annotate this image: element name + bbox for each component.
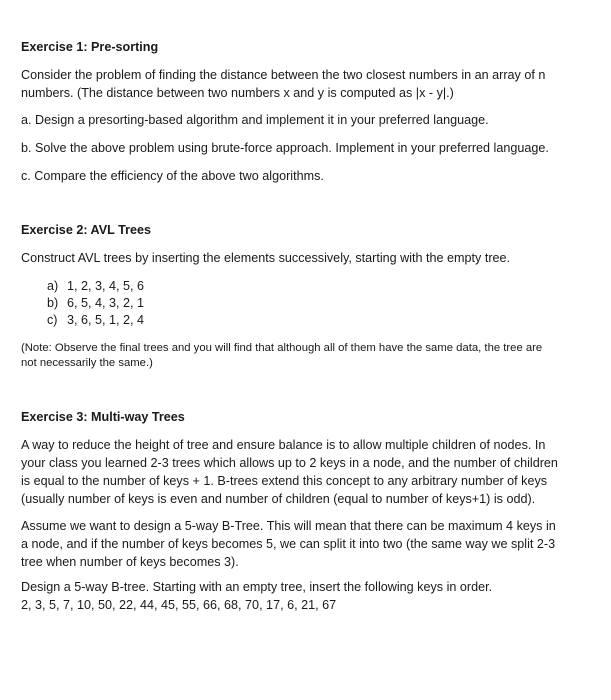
- exercise3-title: Exercise 3: Multi-way Trees: [21, 410, 185, 424]
- exercise3-key-sequence: 2, 3, 5, 7, 10, 50, 22, 44, 45, 55, 66, 68, 70, 17, 6, 21, 67: [21, 598, 337, 612]
- list-item-value: 1, 2, 3, 4, 5, 6: [67, 279, 145, 293]
- exercise2-note-line2: not necessarily the same.): [21, 357, 153, 369]
- exercise3-paragraph-2: [21, 517, 589, 571]
- exercise1-intro-line2: numbers. (The distance between two numbers x and y is computed as |x - y|.): [21, 86, 454, 100]
- list-item: [47, 295, 144, 312]
- exercise2-intro: Construct AVL trees by inserting the elements successively, starting with the empty tree.: [21, 251, 511, 265]
- exercise1-part-b: b. Solve the above problem using brute-force approach. Implement in your preferred language.: [21, 141, 549, 155]
- exercise1-part-a: a. Design a presorting-based algorithm and implement it in your preferred language.: [21, 113, 489, 127]
- exercise3-p3-line1: Design a 5-way B-tree. Starting with an empty tree, insert the following keys in order.: [21, 580, 493, 594]
- exercise3-p1-line2: your class you learned 2-3 trees which allows up to 2 keys in a node, and the number of children: [21, 456, 558, 470]
- exercise1-intro-line1: Consider the problem of finding the distance between the two closest numbers in an array of n: [21, 68, 546, 82]
- exercise3-p1-line1: A way to reduce the height of tree and ensure balance is to allow multiple children of nodes. In: [21, 438, 546, 452]
- exercise2-note-line1: (Note: Observe the final trees and you will find that although all of them have the same data, the tree are: [21, 342, 543, 354]
- exercise2-list: [47, 278, 144, 329]
- exercise1-title: Exercise 1: Pre-sorting: [21, 40, 159, 54]
- exercise1-intro: [21, 66, 589, 102]
- exercise3-paragraph-3: [21, 578, 589, 614]
- exercise3-p2-line1: Assume we want to design a 5-way B-Tree. This will mean that there can be maximum 4 keys in: [21, 519, 556, 533]
- exercise1-part-c: c. Compare the efficiency of the above two algorithms.: [21, 169, 324, 183]
- exercise2-note: [21, 341, 589, 371]
- exercise3-p1-line4: (usually number of keys is even and number of children (equal to number of keys+1) is odd).: [21, 492, 536, 506]
- exercise3-p1-line3: is equal to the number of keys + 1. B-trees extend this concept to any arbitrary number of keys: [21, 474, 548, 488]
- list-item: [47, 312, 144, 329]
- list-item-label: c): [47, 313, 58, 327]
- list-item-label: a): [47, 279, 59, 293]
- exercise2-title: Exercise 2: AVL Trees: [21, 223, 151, 237]
- exercise3-paragraph-1: [21, 436, 589, 508]
- list-item-label: b): [47, 296, 59, 310]
- exercise3-p2-line3: tree when number of keys becomes 3).: [21, 555, 239, 569]
- exercise3-p2-line2: a node, and if the number of keys becomes 5, we can split it into two (the same way we split 2-3: [21, 537, 556, 551]
- list-item-value: 6, 5, 4, 3, 2, 1: [67, 296, 145, 310]
- list-item-value: 3, 6, 5, 1, 2, 4: [67, 313, 145, 327]
- list-item: [47, 278, 144, 295]
